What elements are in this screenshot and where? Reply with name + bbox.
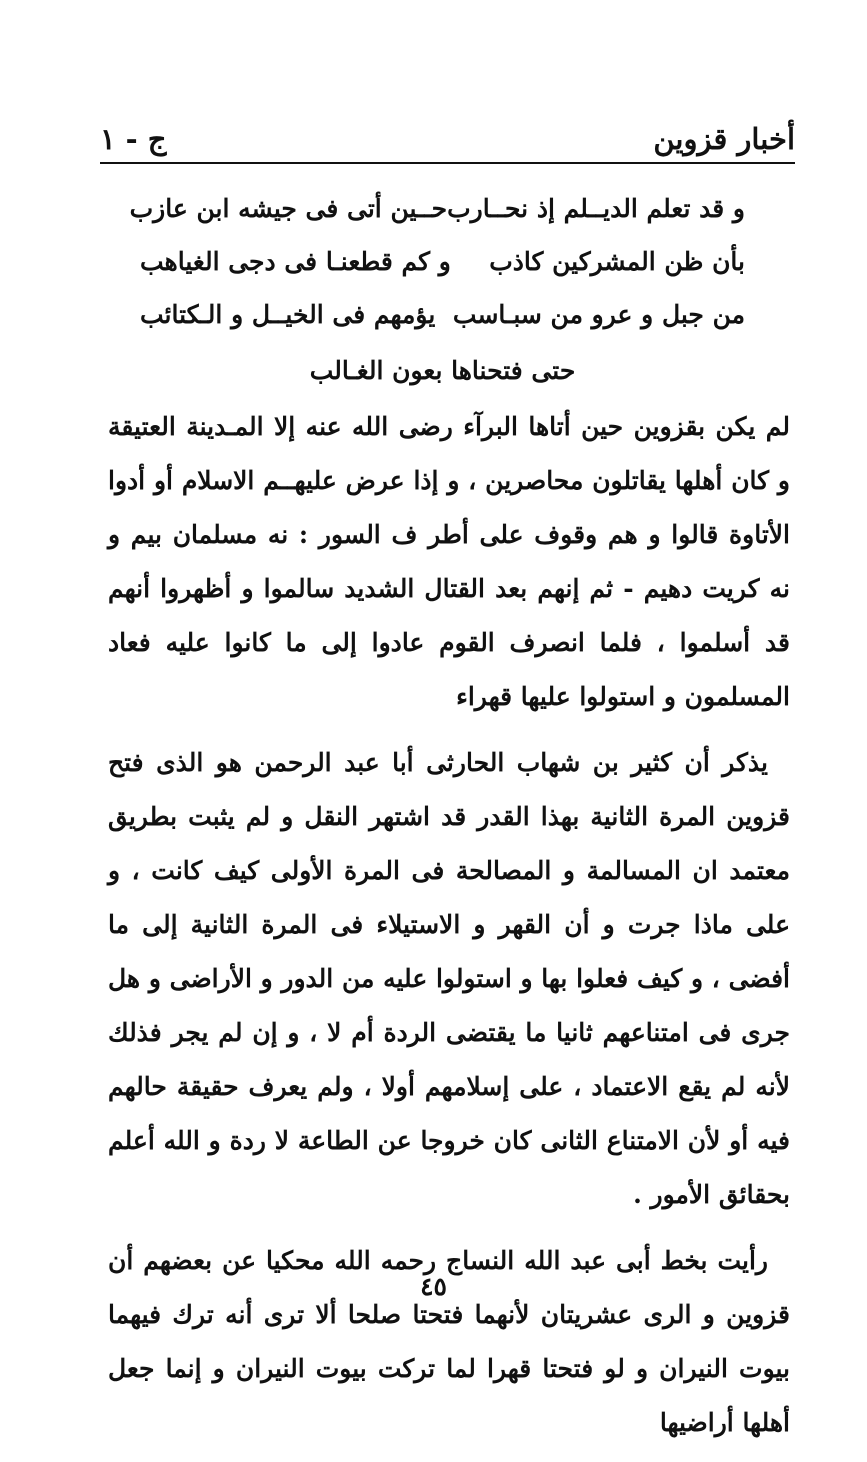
verse-second-hemistich: و كم قطعنـا فى دجى الغياهب [140, 247, 451, 276]
paragraph: يذكر أن كثير بن شهاب الحارثى أبا عبد الرحمن هو الذى فتح قزوين المرة الثانية بهذا القدر قد اشتهر النقل و لم يثبت بطريق معتمد ان المسالمة و المصالحة فى المرة الأولى كيف كانت ، و على ماذا جرت و أن القهر و الاستيلاء فى المرة الثانية إلى ما أفضى ، و كيف فعلوا بها و استولوا عليه من الدور و الأراضى و هل جرى فى امتناعهم ثانيا ما يقتضى الردة أم لا ، و إن لم يجر فذلك لأنه لم يقع الاعتماد ، على إسلامهم أولا ، ولم يعرف حقيقة حالهم فيه أو لأن الامتناع الثانى كان خروجا عن الطاعة لا ردة و الله أعلم بحقائق الأمور . [108, 748, 790, 1209]
verse-first-hemistich: من جبل و عرو من سبـاسب [452, 300, 745, 329]
verse-first-hemistich: بأن ظن المشركين كاذب [489, 247, 745, 276]
verse-closing-line: حتى فتحناها بعون الغـالب [309, 356, 576, 385]
running-header [100, 112, 795, 162]
verse-second-hemistich: يؤمهم فى الخيــل و الـكتائب [140, 300, 436, 329]
paragraph: لم يكن بقزوين حين أتاها البرآء رضى الله عنه إلا المـدينة العتيقة و كان أهلها يقاتلون محاصرين ، و إذا عرض عليهــم الاسلام أو أدوا الأتاوة قالوا و هم وقوف على أطر ف السور : نه مسلمان بيم و نه كريت دهيم - ثم إنهم بعد القتال الشديد سالموا و أظهروا أنهم قد أسلموا ، فلما انصرف القوم عادوا إلى ما كانوا عليه فعاد المسلمون و استولوا عليها قهراء [108, 412, 790, 711]
poem [129, 182, 745, 401]
body-text [108, 400, 790, 1462]
verse-line [140, 288, 745, 341]
volume-number: ج - ١ [100, 122, 167, 156]
verse-second-hemistich: حــين أتى فى جيشه ابن عازب [129, 194, 448, 223]
page-number: ٤٥ [420, 1272, 447, 1301]
paragraph: رأيت بخط أبى عبد الله النساج رحمه الله محكيا عن بعضهم أن قزوين و الرى عشريتان لأنهما فتحتا صلحا ألا ترى أنه ترك فيهما بيوت النيران و لو فتحتا قهرا لما تركت بيوت النيران و إنما جعل أهلها أراضيها [108, 1246, 790, 1437]
verse-first-hemistich: و قد تعلم الديــلم إذ نحــارب [447, 194, 745, 223]
header-divider [100, 162, 795, 164]
verse-line [129, 182, 745, 235]
running-title: أخبار قزوين [653, 122, 795, 156]
verse-line [140, 235, 745, 288]
